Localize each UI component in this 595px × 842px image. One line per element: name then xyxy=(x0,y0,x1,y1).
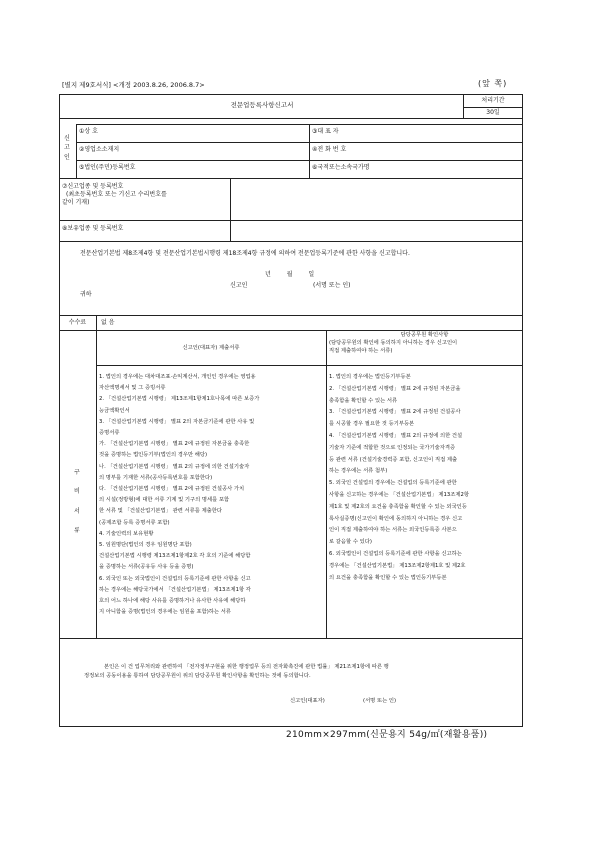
declaration-date: 년 월 일 xyxy=(265,271,315,278)
doc-list-line: 하는 경우에는 서류 첨부) xyxy=(329,468,388,475)
doc-list-line: 2. 「건설산업기본법 시행령」 별표 2에 규정된 자본금을 xyxy=(329,385,461,392)
doc-list-line: 하는 경우에는 해당국가에서 「건설산업기본법」 제13조제1항 각 xyxy=(99,586,251,593)
docs-left-list xyxy=(99,372,324,634)
doc-list-line: 록사실증명(신고인이 확인에 동의하지 아니하는 경우 신고 xyxy=(329,515,463,522)
form-title: 전문업등록사항신고서 xyxy=(230,101,294,109)
doc-list-line: 증명서류 xyxy=(99,430,120,437)
doc-list-line: 의 요건을 충족함을 확인할 수 있는 법인등기부등본 xyxy=(329,574,447,581)
doc-list-line: (공제조합 등록 증명서류 포함) xyxy=(99,519,170,526)
form-number-label: [별지 제9호서식] <개정 2003.8.26, 2006.8.7> xyxy=(62,81,205,89)
doc-list-line: 자산액명세서 및 그 증빙서류 xyxy=(99,385,166,392)
processing-period-value: 30일 xyxy=(486,109,500,116)
doc-list-line: 나. 「건설산업기본법 시행령」 별표 2의 규정에 의한 건설기술자 xyxy=(99,463,250,470)
docs-left-header: 신고인(대표자) 제출서류 xyxy=(182,345,240,351)
field-office-address[interactable]: ②영업소소재지 xyxy=(79,146,120,153)
doc-list-line: 인이 직접 제출하여야 하는 서류는 외국인등록증 사본으 xyxy=(329,527,457,534)
item7-label: ⑦신고업종 및 등록번호 xyxy=(62,183,124,190)
doc-list-line: 제1호 및 제2호의 요건을 충족함을 확인할 수 있는 외국인등 xyxy=(329,503,467,510)
consent-signer: 신고인(대표자) xyxy=(290,698,325,704)
docs-right-header-note-2: 직접 제출하여야 하는 서류) xyxy=(329,348,393,354)
field-phone[interactable]: ④전 화 번 호 xyxy=(312,146,347,153)
docs-right-header: 담당공무원 확인사항 xyxy=(400,332,449,338)
page-side-label: (앞 쪽) xyxy=(478,79,508,88)
doc-list-line: 1. 법인의 경우에는 법인등기부등본 xyxy=(329,374,411,380)
applicant-side-label: 신고인 xyxy=(64,134,70,161)
doc-list-line: 기술자 기준에 적합한 것으로 인정되는 국가기술자격증 xyxy=(329,444,456,451)
item7-note: (최초등록번호 또는 기신고 수리번호를 xyxy=(66,191,167,198)
doc-list-line: 충족함을 확인할 수 있는 서류 xyxy=(329,397,398,404)
doc-list-line: 것을 증명하는 법인등기부(법인의 경우만 해당) xyxy=(99,452,208,459)
doc-list-line: 의 명부를 기재한 서류(공사등록번호를 포함한다) xyxy=(99,474,213,481)
declaration-sign-hint: (서명 또는 인) xyxy=(313,282,351,289)
doc-list-line: 1. 법인의 경우에는 대차대조표·손익계산서, 개인인 경우에는 영업용 xyxy=(99,374,256,380)
doc-list-line: 다. 「건설산업기본법 시행령」 별표 2에 규정된 건설공사 가치 xyxy=(99,486,245,493)
doc-list-line: 사항을 신고하는 경우에는 「건설산업기본법」 제13조제2항 xyxy=(329,491,470,498)
doc-list-line: 6. 외국인 또는 외국법인이 건설업의 등록기준에 관한 사항을 신고 xyxy=(99,575,251,582)
field-trade-name[interactable]: ①상 호 xyxy=(79,128,98,135)
docs-right-header-note: (담당공무원의 확인에 동의하지 아니하는 경우 신고인이 xyxy=(329,340,458,346)
item8-label: ⑧보유업종 및 등록번호 xyxy=(62,225,124,232)
doc-list-line: 가. 「건설산업기본법 시행령」 별표 2에 규정된 자본금을 충족한 xyxy=(99,441,250,448)
item8-input[interactable] xyxy=(231,221,522,240)
doc-list-line: 2. 「건설산업기본법 시행령」 제13조제1항제1호나목에 따른 보증가 xyxy=(99,396,260,403)
doc-list-line: 경우에는 「건설산업기본법」 제13조제2항제1호 및 제2호 xyxy=(329,562,466,569)
doc-list-line: 지 아니함을 증명(법인의 경우에는 임원을 포함)하는 서류 xyxy=(99,609,231,616)
docs-right-list xyxy=(329,372,522,634)
fee-label: 수수료 xyxy=(68,319,87,326)
doc-list-line: 등 관련 서류 (건설기술경력증 포함, 신고인이 직접 제출 xyxy=(329,456,458,463)
doc-list-line: 호의 어느 하나에 해당 사유를 증명하거나 유사한 사유에 해당하 xyxy=(99,598,246,605)
doc-list-line: 능금액확인서 xyxy=(99,407,130,414)
doc-list-line: 4. 「건설산업기본법 시행령」 별표 2의 규정에 의한 건설 xyxy=(329,432,463,439)
declaration-text: 전문산업기본법 제8조제4항 및 전문산업기본법시행령 제18조제4항 규정에 의하여 전문업등록기준에 관한 사항을 신고합니다. xyxy=(80,250,410,257)
doc-list-line: 3. 「건설산업기본법 시행령」 별표 2의 자본금기준에 관한 사유 및 xyxy=(99,418,255,425)
consent-text-2: 정정보의 공동이용을 통하여 담당공무원이 위의 담당공무원 확인사항을 확인하는 것에 동의합니다. xyxy=(84,673,311,679)
item7-note-2: 같이 기재) xyxy=(62,199,90,206)
doc-list-line: 건설산업기본법 시행령 제13조제1항제2호 각 호의 기준에 해당함 xyxy=(99,553,251,560)
consent-sign-hint: (서명 또는 인) xyxy=(363,698,397,704)
doc-list-line: 로 갈음할 수 있다) xyxy=(329,539,372,546)
doc-list-line: 의 시설(정방형)에 대한 서류 기계 및 기구의 명세를 포함 xyxy=(99,497,230,504)
item7-input[interactable] xyxy=(231,179,522,219)
doc-list-line: 6. 외국법인이 건설업의 등록기준에 관한 사항을 신고하는 xyxy=(329,550,462,557)
docs-side-label: 구비서류 xyxy=(74,469,80,534)
fee-value: 없 음 xyxy=(101,319,115,326)
doc-list-line: 4. 기술인력의 보유현황 xyxy=(99,530,154,537)
doc-list-line: 3. 「건설산업기본법 시행령」 별표 2에 규정된 건설공사 xyxy=(329,409,461,416)
doc-list-line: 를 시공할 경우 필요한 것 등기부등본 xyxy=(329,421,415,428)
doc-list-line: 한 서류 및 「건설산업기본법」 관련 서류를 제출한다 xyxy=(99,508,223,515)
doc-list-line: 5. 외국인 건설업의 경우에는 건설업의 등록기준에 관한 xyxy=(329,480,457,487)
doc-list-line: 5. 임원명단(법인의 경우 임원명단 포함) xyxy=(99,542,192,549)
processing-period-label: 처리기간 xyxy=(481,97,505,104)
declaration-signer: 신고인 xyxy=(230,282,248,289)
field-nationality[interactable]: ⑥국적또는소속국가명 xyxy=(312,164,370,171)
doc-list-line: 을 증명하는 서류(공유등 사유 등을 증명) xyxy=(99,564,194,571)
field-representative[interactable]: ③대 표 자 xyxy=(312,128,339,135)
paper-size-note: 210mm×297mm(신문용지 54g/㎡(재활용품)) xyxy=(286,730,488,740)
declaration-recipient: 귀하 xyxy=(80,291,92,298)
consent-text: 본인은 이 건 업무처리와 관련하여 「전자정부구현을 위한 행정업무 등의 전자화촉진에 관한 법률」 제21조제1항에 따른 행 xyxy=(104,664,389,670)
field-registration-number[interactable]: ⑤법인(주민)등록번호 xyxy=(79,164,136,171)
